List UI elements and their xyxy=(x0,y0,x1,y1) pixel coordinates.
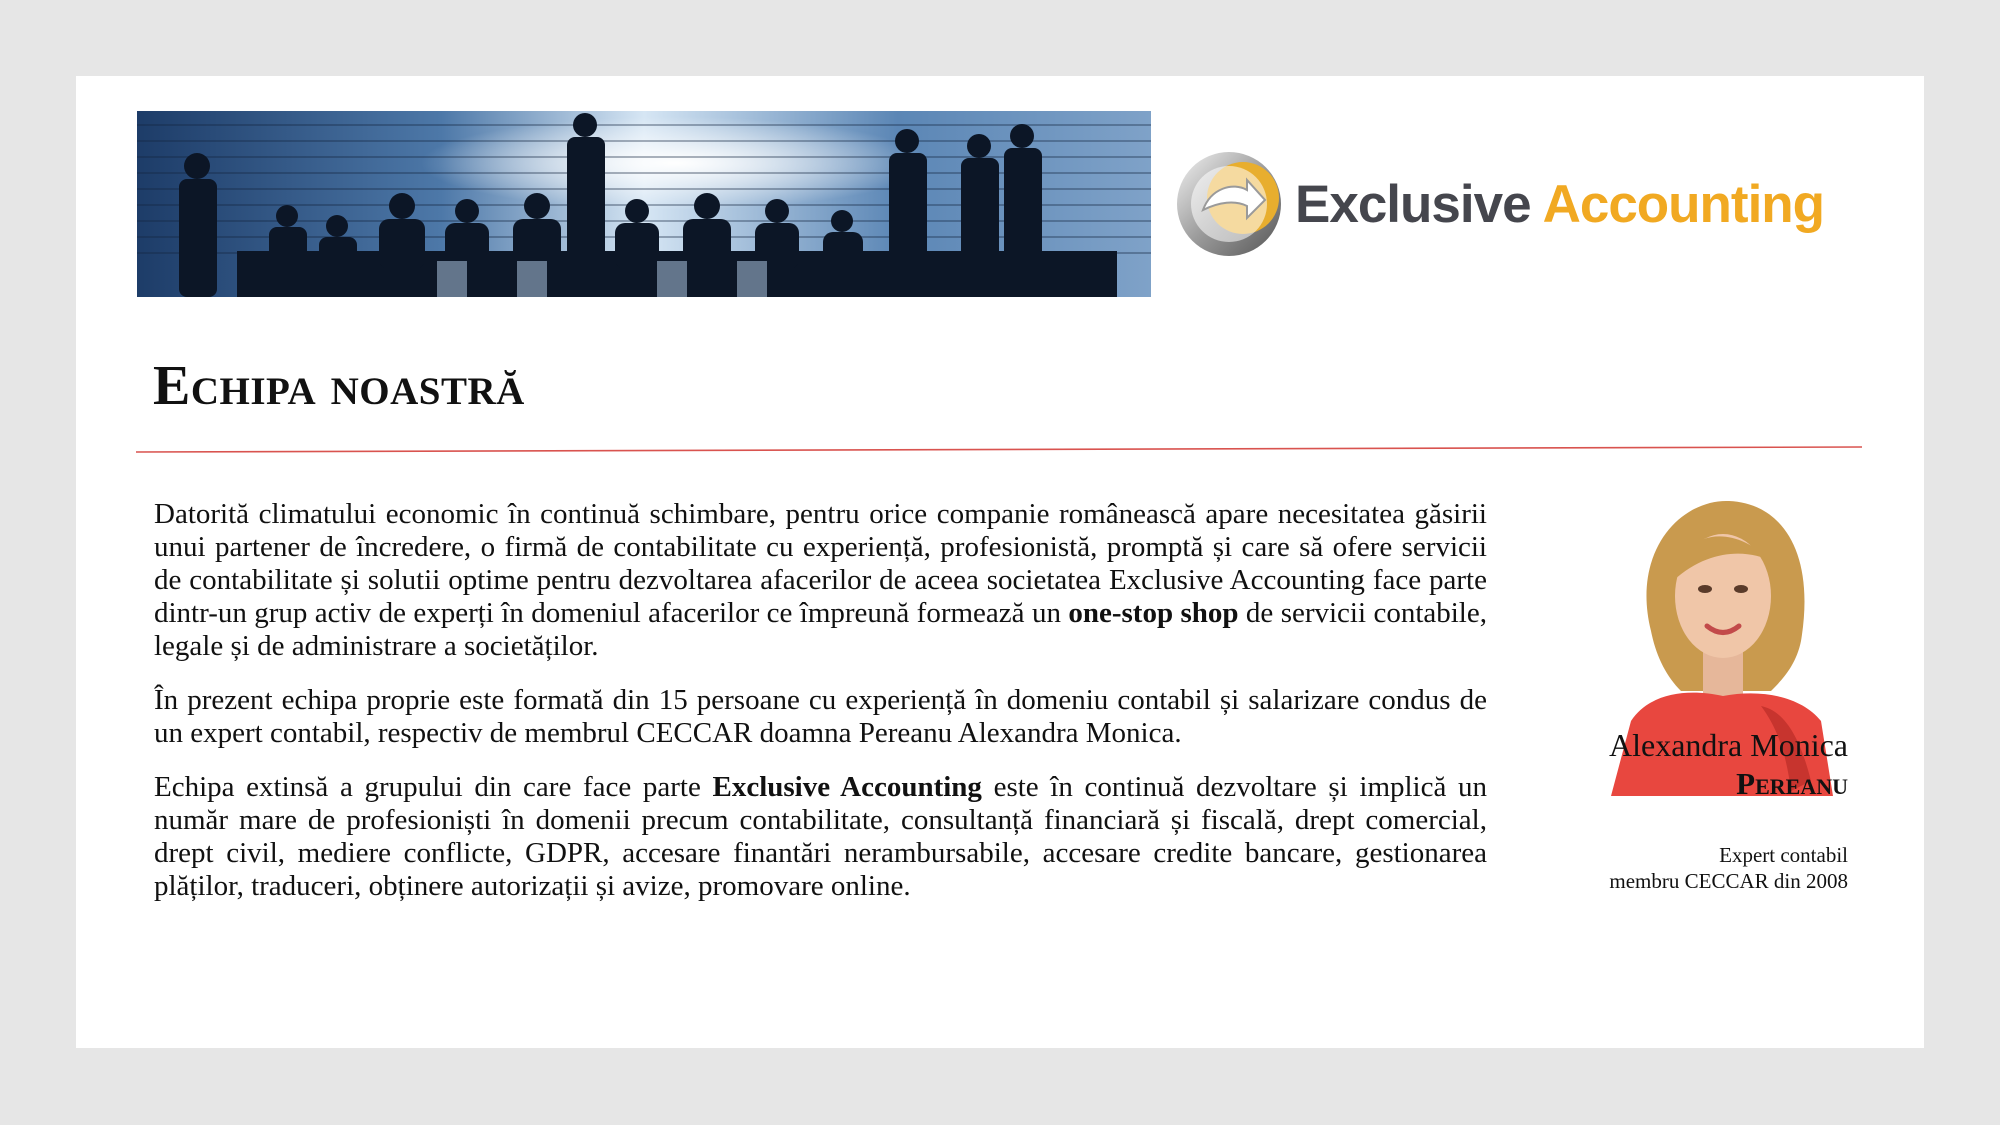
paragraph-extended-team: Echipa extinsă a grupului din care face parte Exclusive Accounting este în continuă dezvoltare și implică un număr mare de profesioniști în domenii precum contabilitate, consultanță financiară și fiscală, drept comercial, drept civil, mediere conflicte, GDPR, accesare finantări nerambursabile, accesare credite bancare, gestionarea plăților, traduceri, obținere autorizații și avize, promovare online. xyxy=(154,771,1487,902)
profile-name: Alexandra Monica xyxy=(1608,727,1848,763)
slide-page xyxy=(76,76,1924,1048)
profile-role: Expert contabil xyxy=(1719,843,1848,867)
body-text xyxy=(154,498,1487,924)
business-team-silhouettes-image xyxy=(137,111,1151,297)
page-title: Echipa noastră xyxy=(153,355,525,417)
paragraph-intro: Datorită climatului economic în continuă schimbare, pentru orice companie românească apare necesitatea găsirii unui partener de încredere, o firmă de contabilitate cu experiență, profesionistă, promptă și care să ofere servicii de contabilitate și solutii optime pentru dezvoltarea afacerilor de aceea societatea Exclusive Accounting face parte dintr-un grup activ de experți în domeniul afacerilor ce împreună formează un one-stop shop de servicii contabile, legale și de administrare a societăților. xyxy=(154,498,1487,662)
title-divider xyxy=(136,446,1862,454)
profile-membership: membru CECCAR din 2008 xyxy=(1609,869,1848,893)
arrow-coin-icon xyxy=(1173,148,1285,260)
logo-word-accounting: Accounting xyxy=(1542,174,1825,234)
paragraph-team: În prezent echipa proprie este formată din 15 persoane cu experiență în domeniu contabil și salarizare condus de un expert contabil, respectiv de membrul CECCAR doamna Pereanu Alexandra Monica. xyxy=(154,684,1487,749)
logo-wordmark xyxy=(1295,174,1824,235)
bold-phrase: Exclusive Accounting xyxy=(712,771,982,803)
bold-phrase: one-stop shop xyxy=(1068,597,1239,629)
company-logo xyxy=(1173,134,1853,274)
banner-photo xyxy=(137,111,1151,297)
profile-surname: Pereanu xyxy=(1736,766,1848,801)
logo-word-exclusive: Exclusive xyxy=(1295,174,1531,234)
